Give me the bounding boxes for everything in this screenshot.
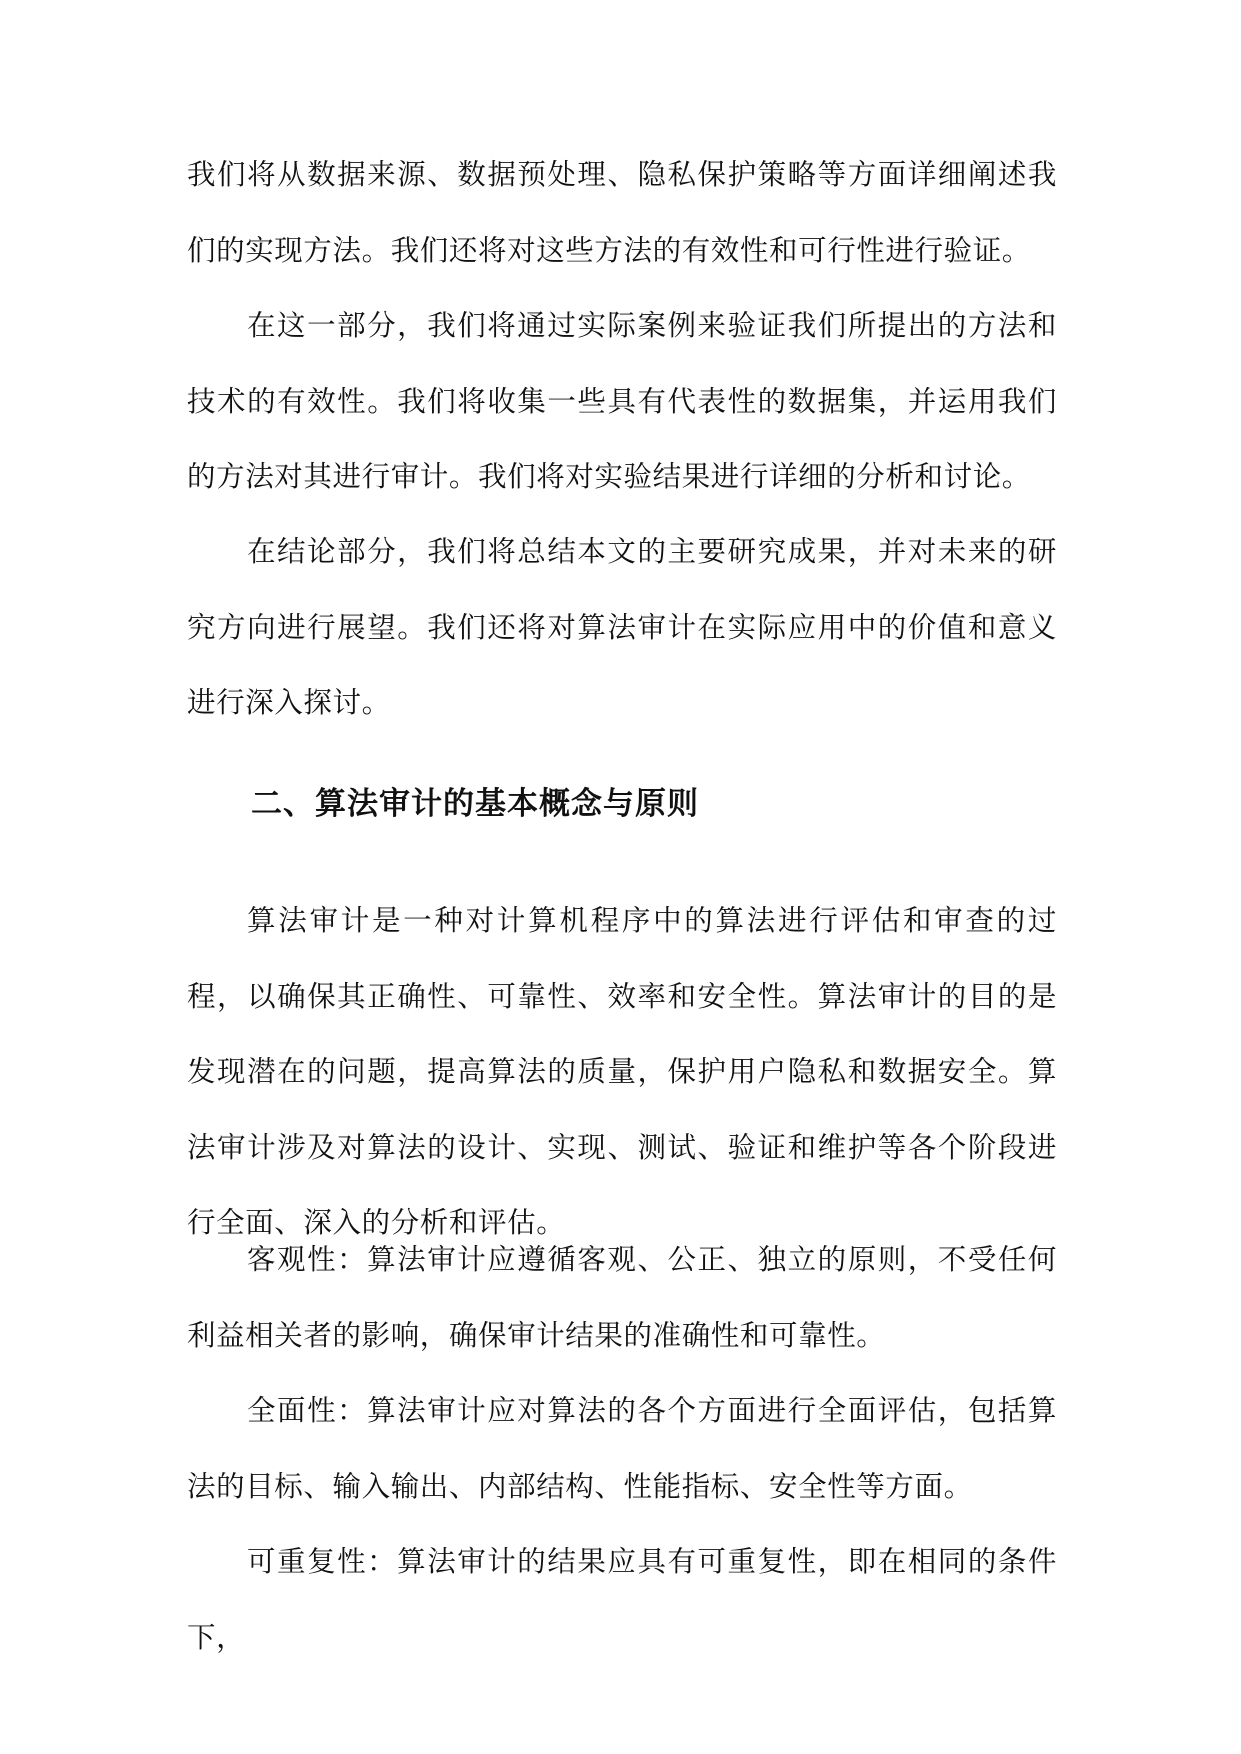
paragraph-principle-comprehensiveness: 全面性：算法审计应对算法的各个方面进行全面评估，包括算法的目标、输入输出、内部结构、性能指标、安全性等方面。 (187, 1394, 1057, 1503)
paragraph-conclusion-outline: 在结论部分，我们将总结本文的主要研究成果，并对未来的研究方向进行展望。我们还将对算法审计在实际应用中的价值和意义进行深入探讨。 (187, 535, 1057, 719)
paragraph-methods-intro: 我们将从数据来源、数据预处理、隐私保护策略等方面详细阐述我们的实现方法。我们还将对这些方法的有效性和可行性进行验证。 (187, 158, 1057, 267)
paragraph-principle-repeatability: 可重复性：算法审计的结果应具有可重复性，即在相同的条件下， (187, 1545, 1057, 1654)
section-heading: 二、算法审计的基本概念与原则 (251, 786, 699, 822)
paragraph-case-validation: 在这一部分，我们将通过实际案例来验证我们所提出的方法和技术的有效性。我们将收集一些具有代表性的数据集，并运用我们的方法对其进行审计。我们将对实验结果进行详细的分析和讨论。 (187, 309, 1057, 493)
paragraph-audit-definition: 算法审计是一种对计算机程序中的算法进行评估和审查的过程，以确保其正确性、可靠性、效率和安全性。算法审计的目的是发现潜在的问题，提高算法的质量，保护用户隐私和数据安全。算法审计涉及对算法的设计、实现、测试、验证和维护等各个阶段进行全面、深入的分析和评估。 (187, 904, 1057, 1239)
paragraph-principle-objectivity: 客观性：算法审计应遵循客观、公正、独立的原则，不受任何利益相关者的影响，确保审计结果的准确性和可靠性。 (187, 1243, 1057, 1352)
